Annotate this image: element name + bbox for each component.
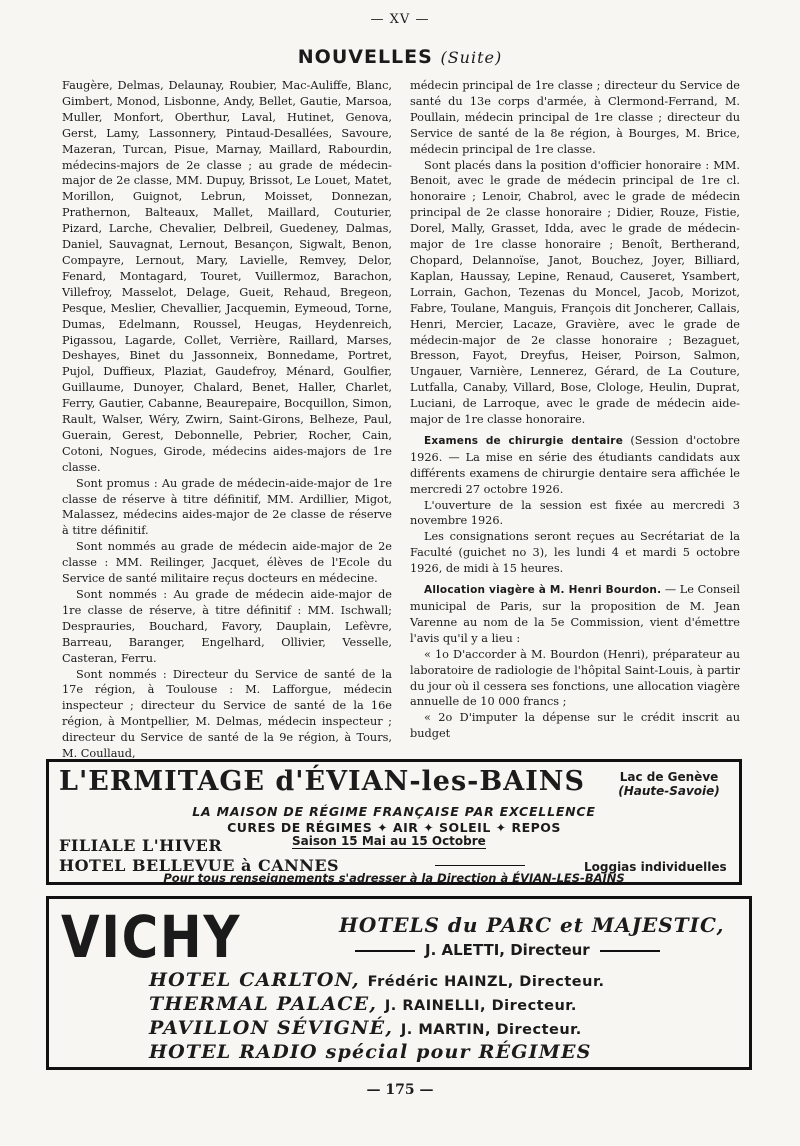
decorative-rule: [355, 950, 415, 952]
vichy-hotel-line: [149, 993, 577, 1015]
chirurgie-dentaire-text: (Session d'octobre 1926. — La mise en série des étudiants candidats aux différents examens de chirurgie dentaire sera affichée le mercredi 27 octobre 1926.: [410, 433, 740, 496]
section-title-allocation-viagere: Allocation viagère à M. Henri Bourdon.: [424, 584, 662, 597]
vichy-hotel-director: J. MARTIN, Directeur.: [400, 1022, 582, 1038]
paragraph-names-list: Faugère, Delmas, Delaunay, Roubier, Mac-Auliffe, Blanc, Gimbert, Monod, Lisbonne, Andy, Bellet, Gautie, Marsoa, Muller, Monfort, Oberthur, Laval, Hutinet, Genova, Gerst, Lamy, Lassonnery, Pintaud-Desallées, Savoure, Mazeran, Turcan, Pisue, Marnay, Maillard, Rabourdin, médecins-majors de 2e classe ; au grade de médecin-major de 2e classe, MM. Dupuy, Brissot, Le Louet, Matet, Morillon, Guignot, Lebrun, Moisset, Donnezan, Prathernon, Balteaux, Mallet, Maillard, Couturier, Pizard, Larche, Chevalier, Delbreil, Guedeney, Dalmas, Daniel, Sauvagnat, Lernout, Besançon, Sigwalt, Benon, Compayre, Lernout, Mary, Lavielle, Remvey, Delor, Fenard, Montagard, Touret, Vuillermoz, Barachon, Villefroy, Masselot, Delage, Gueit, Rehaud, Bregeon, Pesque, Meslier, Chevallier, Jacquemin, Eymeoud, Torne, Dumas, Edelmann, Roussel, Heugas, Heydenreich, Pigassou, Lagarde, Collet, Verrière, Raillard, Marses, Deshayes, Binet du Jassonneix, Bonnedame, Portret, Pujol, Duffieux, Plaziat, Gaudefroy, Ménard, Goulfier, Guillaume, Dunoyer, Chalard, Benet, Haller, Charlet, Ferry, Gautier, Cabanne, Beaurepaire, Bocquillon, Simon, Rault, Walser, Wéry, Zwirn, Saint-Girons, Belheze, Paul, Guerain, Gerest, Debonnelle, Pebrier, Rocher, Cain, Cotoni, Nogues, Girode, médecins aides-majors de 1re classe.: [62, 79, 392, 474]
allocation-viagere-text: — Le Conseil municipal de Paris, sur la proposition de M. Jean Varenne au nom de la 5e Commission, vient d'émettre l'avis qu'il y a lieu :: [410, 583, 741, 645]
vichy-hotels-parc-majestic: HOTELS du PARC et MAJESTIC,: [339, 913, 725, 937]
evian-lake-line: Lac de Genève: [619, 770, 719, 784]
evian-bellevue: HOTEL BELLEVUE à CANNES: [59, 856, 340, 875]
evian-loggias: Loggias individuelles: [584, 860, 727, 874]
paragraph-ouverture-session: L'ouverture de la session est fixée au mercredi 3 novembre 1926.: [410, 498, 740, 528]
evian-region-line: (Haute-Savoie): [618, 784, 720, 798]
section-heading: [0, 46, 800, 68]
vichy-hotel-name: THERMAL PALACE,: [149, 993, 378, 1015]
vichy-hotel-note: spécial pour RÉGIMES: [325, 1041, 592, 1063]
vichy-hotel-line: [149, 1041, 592, 1063]
vichy-aletti-line: [345, 941, 670, 959]
heading-suite: (Suite): [440, 48, 503, 67]
vichy-hotel-director: Frédéric HAINZL, Directeur.: [367, 974, 605, 990]
page-roman-numeral: — XV —: [370, 12, 430, 27]
paragraph-continued: médecin principal de 1re classe ; directeur du Service de santé du 13e corps d'armée, à Clermond-Ferrand, M. Poullain, médecin principal de 1re classe ; directeur du Service de santé de la 8e région, à Bourges, M. Brice, médecin principal de 1re classe.: [410, 79, 740, 156]
vichy-hotel-line: [149, 1017, 582, 1039]
vichy-hotel-name: HOTEL RADIO: [149, 1041, 318, 1063]
evian-tagline: LA MAISON DE RÉGIME FRANÇAISE PAR EXCELLENCE: [192, 804, 596, 819]
decorative-rule: [435, 865, 525, 866]
page-number: — 175 —: [366, 1082, 434, 1098]
vichy-brand: VICHY: [61, 903, 242, 971]
evian-filiale: FILIALE L'HIVER: [59, 836, 223, 855]
vichy-hotel-name: PAVILLON SÉVIGNÉ,: [149, 1017, 394, 1039]
paragraph-allocation-viagere: [410, 582, 740, 647]
paragraph-chirurgie-dentaire: [410, 433, 740, 498]
paragraph-imputer: « 2o D'imputer la dépense sur le crédit inscrit au budget: [410, 711, 740, 741]
advertisement-vichy: [46, 896, 752, 1070]
heading-title: NOUVELLES: [297, 46, 433, 68]
paragraph-promus: Sont promus : Au grade de médecin-aide-major de 1re classe de réserve à titre définitif, MM. Ardillier, Migot, Malassez, médecins aides-major de 2e classe de réserve à titre définitif.: [62, 476, 392, 538]
evian-cures: CURES DE RÉGIMES ✦ AIR ✦ SOLEIL ✦ REPOS: [227, 820, 561, 835]
vichy-hotel-line: [149, 969, 605, 991]
evian-title: L'ERMITAGE d'ÉVIAN-les-BAINS: [59, 766, 585, 797]
vichy-aletti-text: J. ALETTI, Directeur: [425, 941, 590, 959]
vichy-hotel-name: HOTEL CARLTON,: [149, 969, 360, 991]
right-column: [410, 78, 740, 750]
paragraph-officier-honoraire: Sont placés dans la position d'officier honoraire : MM. Benoit, avec le grade de médecin principal de 1re cl. honoraire ; Lenoir, Chabrol, avec le grade de médecin principal de 2e classe honoraire ; Didier, Rouze, Fistie, Dorel, Mally, Grasset, Idda, avec le grade de médecin-major de 1re classe honoraire ; Benoît, Bertherand, Chopard, Delannoïse, Janot, Bouchez, Joyer, Billiard, Kaplan, Haussay, Lepine, Renaud, Causeret, Ysambert, Lorrain, Gachon, Tezenas du Moncel, Jacob, Morizot, Fabre, Toulane, Manguis, François dit Joncherer, Callais, Henri, Mercier, Lacaze, Gravière, avec le grade de médecin-major de 2e classe honoraire ; Bezaguet, Bresson, Fayot, Dreyfus, Heiser, Poirson, Salmon, Ungauer, Varnière, Lennerez, Gérard, de La Couture, Lutfalla, Canaby, Villard, Bose, Clologe, Heulin, Duprat, Luciani, de Larroque, avec le grade de médecin aide-major de 1re classe honoraire.: [410, 158, 740, 427]
evian-saison: [292, 834, 486, 848]
advertisement-evian: [46, 759, 742, 885]
evian-saison-text: Saison 15 Mai au 15 Octobre: [292, 834, 486, 848]
section-title-chirurgie-dentaire: Examens de chirurgie dentaire: [424, 434, 624, 447]
left-column: [62, 78, 392, 761]
paragraph-nommes-directeurs: Sont nommés : Directeur du Service de santé de la 17e région, à Toulouse : M. Lafforgue, médecin inspecteur ; directeur du Service de santé de la 16e région, à Montpellier, M. Delmas, médecin inspecteur ; directeur du Service de santé de la 9e région, à Tours, M. Coullaud,: [62, 667, 392, 761]
decorative-rule: [600, 950, 660, 952]
paragraph-nommes-reserve: Sont nommés : Au grade de médecin aide-major de 1re classe de réserve, à titre définitif : MM. Ischwall; Desprauries, Bouchard, Favory, Dauplain, Lefèvre, Barreau, Baranger, Engelhard, Ollivier, Vesselle, Casteran, Ferru.: [62, 588, 392, 665]
evian-contact: Pour tous renseignements s'adresser à la Direction à ÉVIAN-LES-BAINS: [163, 871, 625, 885]
paragraph-accorder: « 1o D'accorder à M. Bourdon (Henri), préparateur au laboratoire de radiologie de l'hôpital Saint-Louis, à partir du jour où il cessera ses fonctions, une allocation viagère annuelle de 10 000 francs ;: [410, 647, 740, 709]
evian-location: [609, 770, 729, 798]
paragraph-nommes-2e-classe: Sont nommés au grade de médecin aide-major de 2e classe : MM. Reilinger, Jacquet, élèves de l'Ecole du Service de santé militaire reçus docteurs en médecine.: [62, 540, 392, 586]
vichy-hotel-director: J. RAINELLI, Directeur.: [384, 998, 577, 1014]
paragraph-consignations: Les consignations seront reçues au Secrétariat de la Faculté (guichet no 3), les lundi 4 et mardi 5 octobre 1926, de midi à 15 heures.: [410, 530, 740, 576]
